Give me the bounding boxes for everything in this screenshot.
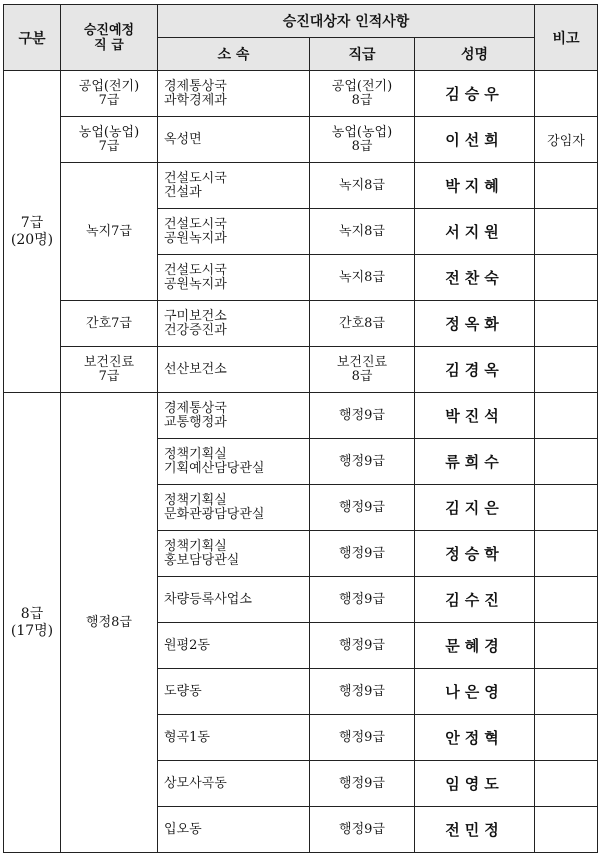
current-grade-cell <box>310 715 415 761</box>
header-department: 소 속 <box>158 38 310 71</box>
planned-grade-cell <box>61 71 158 117</box>
current-grade-line2: 8급 <box>351 138 373 154</box>
department-line1: 경제통상국 <box>164 400 227 416</box>
planned-grade-line2: 7급 <box>98 92 120 108</box>
name-cell: 나은영 <box>415 669 535 715</box>
department-line2: 과학경제과 <box>164 92 227 108</box>
department-line1: 건설도시국 <box>164 262 227 278</box>
current-grade-line1: 녹지8급 <box>339 269 385 285</box>
current-grade-cell <box>310 439 415 485</box>
current-grade-line1: 간호8급 <box>339 315 385 331</box>
table-body <box>4 71 598 853</box>
current-grade-cell <box>310 669 415 715</box>
current-grade-cell <box>310 577 415 623</box>
remark-cell <box>535 71 598 117</box>
current-grade-cell <box>310 163 415 209</box>
name-cell: 박지혜 <box>415 163 535 209</box>
name-cell: 김승우 <box>415 71 535 117</box>
current-grade-cell <box>310 301 415 347</box>
department-line1: 건설도시국 <box>164 216 227 232</box>
header-planned-grade <box>61 5 158 71</box>
planned-grade-line2: 7급 <box>98 138 120 154</box>
name-cell: 안정혁 <box>415 715 535 761</box>
department-line1: 차량등록사업소 <box>164 591 252 607</box>
current-grade-line1: 행정9급 <box>339 453 385 469</box>
planned-grade-line1: 간호7급 <box>86 315 132 331</box>
table-row <box>4 71 598 117</box>
planned-grade-cell <box>61 393 158 853</box>
name-cell: 김지은 <box>415 485 535 531</box>
department-cell <box>158 209 310 255</box>
name-cell: 임영도 <box>415 761 535 807</box>
remark-cell <box>535 807 598 853</box>
planned-grade-line1: 녹지7급 <box>86 223 132 239</box>
remark-cell <box>535 255 598 301</box>
current-grade-line1: 공업(전기) <box>331 78 393 94</box>
name-cell: 전찬숙 <box>415 255 535 301</box>
current-grade-line1: 보건진료 <box>336 354 388 370</box>
planned-grade-line1: 농업(농업) <box>78 124 140 140</box>
department-cell <box>158 669 310 715</box>
department-cell <box>158 71 310 117</box>
department-cell <box>158 255 310 301</box>
remark-cell <box>535 439 598 485</box>
table-row <box>4 117 598 163</box>
header-category: 구분 <box>4 5 61 71</box>
department-line1: 정책기획실 <box>164 492 227 508</box>
remark-cell <box>535 577 598 623</box>
category-cell <box>4 71 61 393</box>
remark-cell <box>535 301 598 347</box>
department-line2: 공원녹지과 <box>164 230 227 246</box>
department-cell <box>158 393 310 439</box>
current-grade-line2: 8급 <box>351 368 373 384</box>
current-grade-cell <box>310 393 415 439</box>
planned-grade-cell <box>61 163 158 301</box>
remark-cell <box>535 163 598 209</box>
header-grade: 직급 <box>310 38 415 71</box>
department-line1: 경제통상국 <box>164 78 227 94</box>
name-cell: 서지원 <box>415 209 535 255</box>
table-row <box>4 163 598 209</box>
name-cell: 문혜경 <box>415 623 535 669</box>
current-grade-cell <box>310 761 415 807</box>
department-cell <box>158 577 310 623</box>
current-grade-line1: 녹지8급 <box>339 177 385 193</box>
remark-cell <box>535 209 598 255</box>
current-grade-cell <box>310 347 415 393</box>
planned-grade-cell <box>61 301 158 347</box>
department-line2: 기획예산담당관실 <box>164 460 265 476</box>
current-grade-cell <box>310 255 415 301</box>
current-grade-line1: 녹지8급 <box>339 223 385 239</box>
remark-cell <box>535 347 598 393</box>
current-grade-line1: 행정9급 <box>339 683 385 699</box>
current-grade-line1: 행정9급 <box>339 499 385 515</box>
department-line2: 건설과 <box>164 184 202 200</box>
planned-grade-cell <box>61 117 158 163</box>
table-row <box>4 393 598 439</box>
planned-grade-cell <box>61 347 158 393</box>
name-cell: 류희수 <box>415 439 535 485</box>
department-line1: 선산보건소 <box>164 361 227 377</box>
remark-cell <box>535 715 598 761</box>
header-planned-grade-line1: 승진예정 <box>83 22 135 38</box>
department-line2: 홍보담당관실 <box>164 552 240 568</box>
department-line1: 정책기획실 <box>164 538 227 554</box>
header-name: 성명 <box>415 38 535 71</box>
name-cell: 전민정 <box>415 807 535 853</box>
current-grade-line2: 8급 <box>351 92 373 108</box>
name-cell: 정옥화 <box>415 301 535 347</box>
current-grade-cell <box>310 623 415 669</box>
department-cell <box>158 163 310 209</box>
header-remarks: 비고 <box>535 5 598 71</box>
department-cell <box>158 715 310 761</box>
department-line1: 원평2동 <box>164 637 210 653</box>
current-grade-line1: 행정9급 <box>339 775 385 791</box>
department-cell <box>158 117 310 163</box>
department-line2: 문화관광담당관실 <box>164 506 265 522</box>
remark-cell <box>535 669 598 715</box>
name-cell: 박진석 <box>415 393 535 439</box>
table-row <box>4 347 598 393</box>
department-line2: 건강증진과 <box>164 322 227 338</box>
category-label-line2: (20명) <box>10 231 54 248</box>
name-cell: 김수진 <box>415 577 535 623</box>
department-line2: 교통행정과 <box>164 414 227 430</box>
current-grade-cell <box>310 531 415 577</box>
table-row <box>4 301 598 347</box>
current-grade-line1: 행정9급 <box>339 407 385 423</box>
remark-cell: 강임자 <box>535 117 598 163</box>
current-grade-line1: 행정9급 <box>339 729 385 745</box>
name-cell: 이선희 <box>415 117 535 163</box>
department-cell <box>158 623 310 669</box>
current-grade-cell <box>310 117 415 163</box>
category-label-line2: (17명) <box>10 622 54 639</box>
current-grade-line1: 행정9급 <box>339 545 385 561</box>
remark-cell <box>535 531 598 577</box>
department-line1: 구미보건소 <box>164 308 227 324</box>
department-cell <box>158 761 310 807</box>
category-cell <box>4 393 61 853</box>
department-line1: 건설도시국 <box>164 170 227 186</box>
remark-cell <box>535 393 598 439</box>
planned-grade-line1: 공업(전기) <box>78 78 140 94</box>
department-line1: 옥성면 <box>164 131 202 147</box>
department-cell <box>158 301 310 347</box>
category-label-line1: 7급 <box>20 214 44 231</box>
department-cell <box>158 807 310 853</box>
department-line1: 입오동 <box>164 821 202 837</box>
remark-cell <box>535 485 598 531</box>
current-grade-cell <box>310 71 415 117</box>
promotion-candidates-table <box>3 4 598 853</box>
department-cell <box>158 439 310 485</box>
department-line1: 정책기획실 <box>164 446 227 462</box>
current-grade-line1: 농업(농업) <box>331 124 393 140</box>
department-line1: 형곡1동 <box>164 729 210 745</box>
department-cell <box>158 531 310 577</box>
remark-cell <box>535 623 598 669</box>
planned-grade-line2: 7급 <box>98 368 120 384</box>
name-cell: 정승학 <box>415 531 535 577</box>
department-line2: 공원녹지과 <box>164 276 227 292</box>
department-cell <box>158 485 310 531</box>
category-label-line1: 8급 <box>20 605 44 622</box>
header-candidates: 승진대상자 인적사항 <box>158 5 535 38</box>
planned-grade-line1: 보건진료 <box>83 354 135 370</box>
department-cell <box>158 347 310 393</box>
remark-cell <box>535 761 598 807</box>
current-grade-line1: 행정9급 <box>339 637 385 653</box>
current-grade-line1: 행정9급 <box>339 591 385 607</box>
current-grade-line1: 행정9급 <box>339 821 385 837</box>
name-cell: 김경옥 <box>415 347 535 393</box>
department-line1: 도량동 <box>164 683 202 699</box>
department-line1: 상모사곡동 <box>164 775 227 791</box>
planned-grade-line1: 행정8급 <box>86 614 132 630</box>
current-grade-cell <box>310 807 415 853</box>
current-grade-cell <box>310 209 415 255</box>
current-grade-cell <box>310 485 415 531</box>
header-planned-grade-line2: 직 급 <box>94 37 124 53</box>
